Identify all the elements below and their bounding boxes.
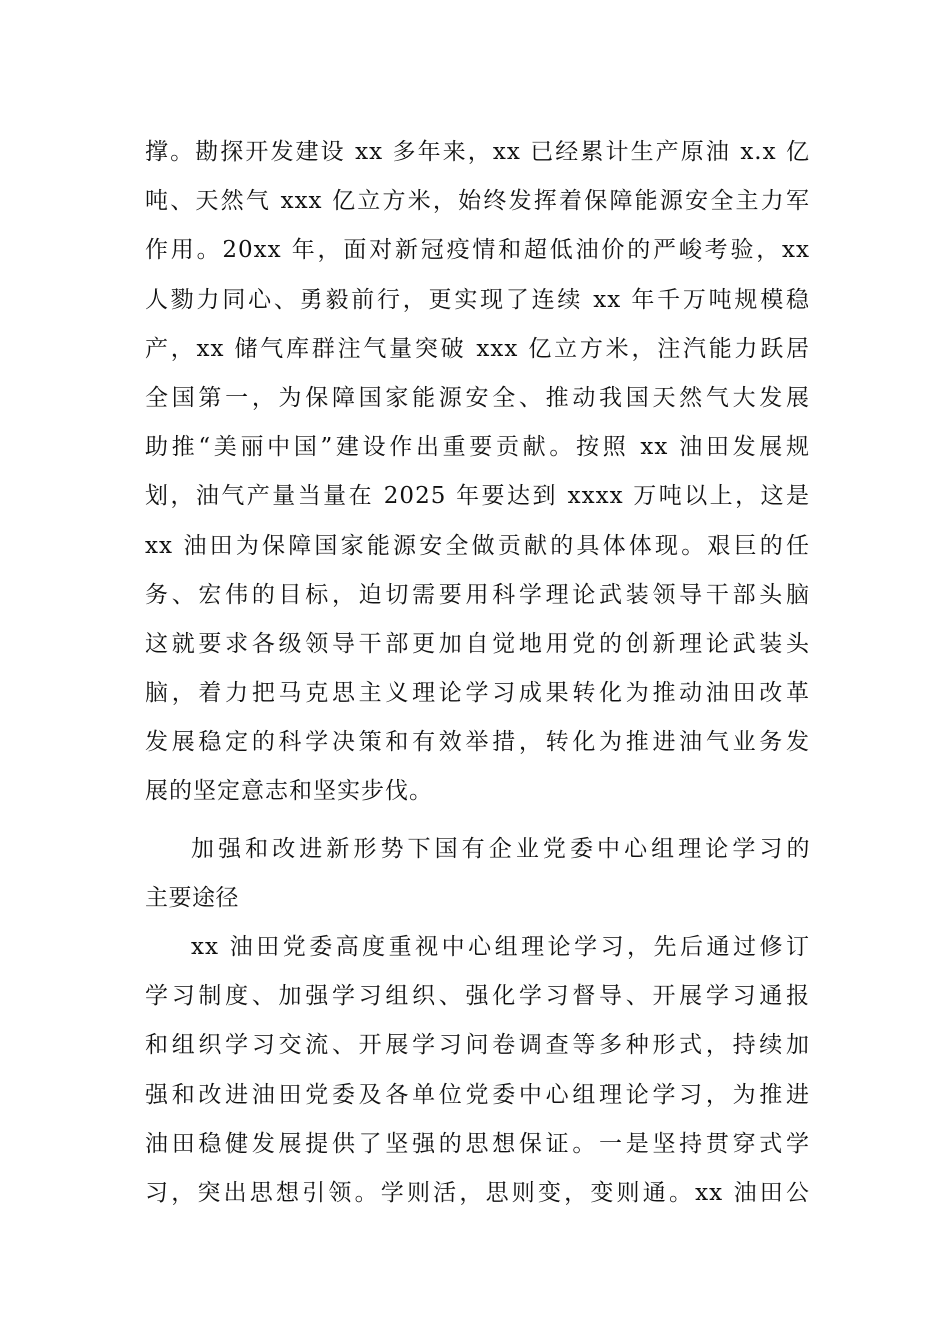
text-line: 和组织学习交流、开展学习问卷调查等多种形式，持续加 bbox=[145, 1032, 810, 1059]
heading-line: 加强和改进新形势下国有企业党委中心组理论学习的 bbox=[191, 836, 810, 862]
section-heading bbox=[145, 825, 810, 923]
text-line: 产，xx 储气库群注气量突破 xxx 亿立方米，注汽能力跃居 bbox=[145, 335, 810, 362]
text-line: 助推“美丽中国”建设作出重要贡献。按照 xx 油田发展规 bbox=[145, 434, 810, 461]
text-line: 吨、天然气 xxx 亿立方米，始终发挥着保障能源安全主力军 bbox=[145, 188, 810, 215]
text-line: xx 油田党委高度重视中心组理论学习，先后通过修订 bbox=[191, 934, 810, 960]
text-line: 划，油气产量当量在 2025 年要达到 xxxx 万吨以上，这是 bbox=[145, 483, 810, 510]
text-line: xx 油田为保障国家能源安全做贡献的具体体现。艰巨的任 bbox=[145, 532, 810, 559]
body-paragraph-1 bbox=[145, 128, 810, 817]
text-line: 发展稳定的科学决策和有效举措，转化为推进油气业务发 bbox=[145, 729, 810, 756]
text-line: 学习制度、加强学习组织、强化学习督导、开展学习通报 bbox=[145, 983, 810, 1010]
text-line: 这就要求各级领导干部更加自觉地用党的创新理论武装头 bbox=[145, 630, 810, 657]
text-line: 撑。勘探开发建设 xx 多年来，xx 已经累计生产原油 x.x 亿 bbox=[145, 139, 810, 165]
text-line: 务、宏伟的目标，迫切需要用科学理论武装领导干部头脑 bbox=[145, 581, 810, 608]
text-line: 油田稳健发展提供了坚强的思想保证。一是坚持贯穿式学 bbox=[145, 1130, 810, 1157]
text-line: 人勠力同心、勇毅前行，更实现了连续 xx 年千万吨规模稳 bbox=[145, 286, 810, 313]
body-paragraph-2 bbox=[145, 923, 810, 1218]
text-line: 习，突出思想引领。学则活，思则变，变则通。xx 油田公 bbox=[145, 1179, 810, 1206]
text-line: 全国第一，为保障国家能源安全、推动我国天然气大发展 bbox=[145, 384, 810, 411]
text-line: 脑，着力把马克思主义理论学习成果转化为推动油田改革 bbox=[145, 680, 810, 707]
text-line: 展的坚定意志和坚实步伐。 bbox=[145, 778, 433, 805]
text-line: 强和改进油田党委及各单位党委中心组理论学习，为推进 bbox=[145, 1081, 810, 1108]
heading-line: 主要途径 bbox=[145, 885, 239, 912]
text-line: 作用。20xx 年，面对新冠疫情和超低油价的严峻考验，xx bbox=[145, 237, 810, 264]
